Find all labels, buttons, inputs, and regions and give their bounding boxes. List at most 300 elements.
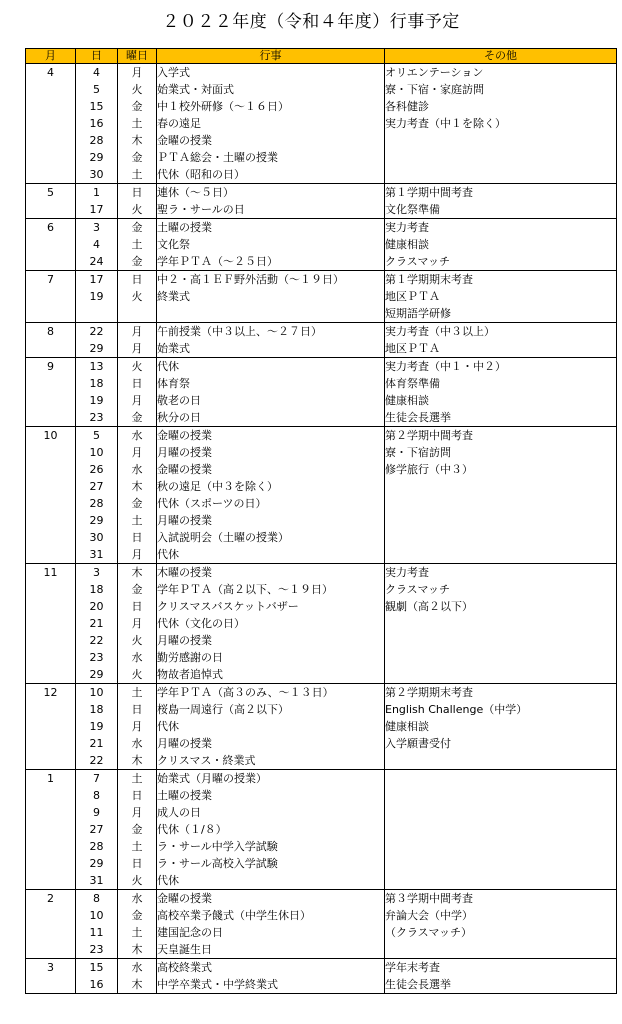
day-cell: 27: [76, 821, 118, 838]
other-cell: 体育祭準備: [385, 375, 617, 392]
other-cell: 第２学期期末考査: [385, 684, 617, 702]
other-cell: [385, 649, 617, 666]
event-cell: 春の遠足: [157, 115, 385, 132]
other-cell: 文化祭準備: [385, 201, 617, 219]
other-cell: 実力考査（中３以上）: [385, 323, 617, 341]
event-cell: 桜島一周遠行（高２以下）: [157, 701, 385, 718]
month-cell: [26, 581, 76, 598]
day-cell: 26: [76, 461, 118, 478]
weekday-cell: 水: [118, 890, 157, 908]
day-cell: 22: [76, 632, 118, 649]
day-cell: 16: [76, 115, 118, 132]
day-cell: 23: [76, 941, 118, 959]
weekday-cell: 土: [118, 838, 157, 855]
other-cell: 実力考査: [385, 564, 617, 582]
month-cell: [26, 649, 76, 666]
month-cell: [26, 253, 76, 271]
table-row: [26, 701, 617, 718]
other-cell: 学年末考査: [385, 959, 617, 977]
weekday-cell: 木: [118, 478, 157, 495]
month-cell: [26, 132, 76, 149]
table-row: [26, 976, 617, 994]
day-cell: 29: [76, 340, 118, 358]
day-cell: 20: [76, 598, 118, 615]
day-cell: 16: [76, 976, 118, 994]
other-cell: [385, 632, 617, 649]
event-cell: 体育祭: [157, 375, 385, 392]
other-cell: （クラスマッチ）: [385, 924, 617, 941]
day-cell: 10: [76, 444, 118, 461]
weekday-cell: 水: [118, 649, 157, 666]
weekday-cell: 日: [118, 701, 157, 718]
day-cell: 28: [76, 132, 118, 149]
event-cell: 入試説明会（土曜の授業）: [157, 529, 385, 546]
weekday-cell: 月: [118, 546, 157, 564]
weekday-cell: 金: [118, 253, 157, 271]
table-row: [26, 64, 617, 82]
table-row: [26, 546, 617, 564]
event-cell: 午前授業（中３以上、～２７日）: [157, 323, 385, 341]
table-row: [26, 512, 617, 529]
table-row: [26, 718, 617, 735]
event-cell: 天皇誕生日: [157, 941, 385, 959]
day-cell: 10: [76, 684, 118, 702]
event-cell: 代休（１/８）: [157, 821, 385, 838]
weekday-cell: 金: [118, 495, 157, 512]
header-month: 月: [26, 49, 76, 64]
month-cell: 3: [26, 959, 76, 977]
header-event: 行事: [157, 49, 385, 64]
other-cell: オリエンテーション: [385, 64, 617, 82]
month-cell: [26, 512, 76, 529]
event-cell: 文化祭: [157, 236, 385, 253]
table-row: [26, 201, 617, 219]
day-cell: 17: [76, 201, 118, 219]
day-cell: 13: [76, 358, 118, 376]
month-cell: 11: [26, 564, 76, 582]
event-cell: 金曜の授業: [157, 427, 385, 445]
month-cell: [26, 907, 76, 924]
event-cell: 始業式（月曜の授業）: [157, 770, 385, 788]
day-cell: 15: [76, 98, 118, 115]
other-cell: [385, 770, 617, 788]
event-cell: 物故者追悼式: [157, 666, 385, 684]
weekday-cell: 木: [118, 132, 157, 149]
weekday-cell: 火: [118, 201, 157, 219]
day-cell: 5: [76, 427, 118, 445]
month-cell: [26, 632, 76, 649]
event-cell: 金曜の授業: [157, 890, 385, 908]
table-row: [26, 115, 617, 132]
month-cell: 9: [26, 358, 76, 376]
weekday-cell: 水: [118, 959, 157, 977]
event-cell: 入学式: [157, 64, 385, 82]
day-cell: [76, 305, 118, 323]
day-cell: 29: [76, 855, 118, 872]
event-cell: 高校終業式: [157, 959, 385, 977]
other-cell: 第２学期中間考査: [385, 427, 617, 445]
other-cell: 健康相談: [385, 236, 617, 253]
table-row: [26, 752, 617, 770]
day-cell: 15: [76, 959, 118, 977]
month-cell: [26, 478, 76, 495]
month-cell: [26, 201, 76, 219]
other-cell: 健康相談: [385, 392, 617, 409]
month-cell: [26, 701, 76, 718]
day-cell: 18: [76, 581, 118, 598]
other-cell: [385, 149, 617, 166]
table-row: [26, 340, 617, 358]
weekday-cell: 土: [118, 512, 157, 529]
other-cell: クラスマッチ: [385, 253, 617, 271]
table-row: [26, 632, 617, 649]
table-row: [26, 838, 617, 855]
month-cell: [26, 752, 76, 770]
day-cell: 21: [76, 615, 118, 632]
event-cell: 中学卒業式・中学終業式: [157, 976, 385, 994]
other-cell: 寮・下宿・家庭訪問: [385, 81, 617, 98]
month-cell: [26, 598, 76, 615]
weekday-cell: 月: [118, 64, 157, 82]
table-row: [26, 236, 617, 253]
event-cell: 始業式: [157, 340, 385, 358]
other-cell: 地区ＰＴＡ: [385, 340, 617, 358]
other-cell: [385, 821, 617, 838]
other-cell: 第１学期中間考査: [385, 184, 617, 202]
other-cell: クラスマッチ: [385, 581, 617, 598]
other-cell: [385, 838, 617, 855]
event-cell: クリスマス・終業式: [157, 752, 385, 770]
month-cell: 7: [26, 271, 76, 289]
other-cell: [385, 804, 617, 821]
weekday-cell: 日: [118, 375, 157, 392]
other-cell: 弁論大会（中学）: [385, 907, 617, 924]
month-cell: 8: [26, 323, 76, 341]
other-cell: [385, 166, 617, 184]
table-row: [26, 409, 617, 427]
event-cell: 代休（昭和の日）: [157, 166, 385, 184]
other-cell: 生徒会長選挙: [385, 976, 617, 994]
day-cell: 19: [76, 392, 118, 409]
table-row: [26, 907, 617, 924]
month-cell: [26, 838, 76, 855]
day-cell: 11: [76, 924, 118, 941]
weekday-cell: 金: [118, 409, 157, 427]
event-cell: 木曜の授業: [157, 564, 385, 582]
weekday-cell: 木: [118, 976, 157, 994]
table-row: [26, 581, 617, 598]
weekday-cell: 月: [118, 323, 157, 341]
day-cell: 22: [76, 323, 118, 341]
table-row: [26, 564, 617, 582]
weekday-cell: 水: [118, 427, 157, 445]
weekday-cell: 土: [118, 166, 157, 184]
event-cell: 金曜の授業: [157, 132, 385, 149]
day-cell: 3: [76, 219, 118, 237]
event-cell: 土曜の授業: [157, 787, 385, 804]
day-cell: 24: [76, 253, 118, 271]
event-cell: 勤労感謝の日: [157, 649, 385, 666]
table-row: [26, 375, 617, 392]
event-cell: 学年ＰＴＡ（高２以下、～１９日）: [157, 581, 385, 598]
event-cell: 月曜の授業: [157, 512, 385, 529]
weekday-cell: 土: [118, 236, 157, 253]
event-cell: 中１校外研修（～１６日）: [157, 98, 385, 115]
weekday-cell: 土: [118, 684, 157, 702]
event-cell: 中２・高１ＥＦ野外活動（～１９日）: [157, 271, 385, 289]
other-cell: [385, 787, 617, 804]
day-cell: 23: [76, 409, 118, 427]
other-cell: 入学願書受付: [385, 735, 617, 752]
table-row: [26, 598, 617, 615]
event-cell: 成人の日: [157, 804, 385, 821]
event-cell: 学年ＰＴＡ（高３のみ、～１３日）: [157, 684, 385, 702]
other-cell: [385, 855, 617, 872]
table-row: [26, 184, 617, 202]
weekday-cell: 金: [118, 149, 157, 166]
table-row: [26, 615, 617, 632]
month-cell: [26, 529, 76, 546]
table-row: [26, 478, 617, 495]
other-cell: [385, 529, 617, 546]
day-cell: 31: [76, 546, 118, 564]
other-cell: [385, 752, 617, 770]
month-cell: 2: [26, 890, 76, 908]
other-cell: 寮・下宿訪問: [385, 444, 617, 461]
weekday-cell: 金: [118, 821, 157, 838]
month-cell: [26, 804, 76, 821]
event-cell: 代休: [157, 358, 385, 376]
day-cell: 29: [76, 512, 118, 529]
month-cell: [26, 461, 76, 478]
day-cell: 29: [76, 666, 118, 684]
day-cell: 28: [76, 495, 118, 512]
day-cell: 29: [76, 149, 118, 166]
weekday-cell: 土: [118, 770, 157, 788]
day-cell: 22: [76, 752, 118, 770]
month-cell: 10: [26, 427, 76, 445]
weekday-cell: 月: [118, 718, 157, 735]
other-cell: 第３学期中間考査: [385, 890, 617, 908]
weekday-cell: 金: [118, 219, 157, 237]
day-cell: 4: [76, 64, 118, 82]
other-cell: [385, 495, 617, 512]
table-row: [26, 392, 617, 409]
table-row: [26, 872, 617, 890]
other-cell: 修学旅行（中３）: [385, 461, 617, 478]
table-row: [26, 288, 617, 305]
month-cell: [26, 855, 76, 872]
day-cell: 19: [76, 288, 118, 305]
weekday-cell: 月: [118, 804, 157, 821]
weekday-cell: 日: [118, 855, 157, 872]
day-cell: 3: [76, 564, 118, 582]
weekday-cell: 火: [118, 81, 157, 98]
weekday-cell: 土: [118, 115, 157, 132]
month-cell: [26, 81, 76, 98]
month-cell: [26, 340, 76, 358]
weekday-cell: 木: [118, 752, 157, 770]
table-row: [26, 323, 617, 341]
event-cell: 敬老の日: [157, 392, 385, 409]
other-cell: 第１学期期末考査: [385, 271, 617, 289]
day-cell: 1: [76, 184, 118, 202]
day-cell: 27: [76, 478, 118, 495]
event-cell: [157, 305, 385, 323]
event-cell: ＰＴＡ総会・土曜の授業: [157, 149, 385, 166]
other-cell: [385, 941, 617, 959]
table-row: [26, 804, 617, 821]
other-cell: 生徒会長選挙: [385, 409, 617, 427]
table-row: [26, 666, 617, 684]
day-cell: 30: [76, 166, 118, 184]
table-row: [26, 81, 617, 98]
event-cell: 代休（文化の日）: [157, 615, 385, 632]
weekday-cell: 日: [118, 271, 157, 289]
month-cell: [26, 718, 76, 735]
other-cell: [385, 872, 617, 890]
day-cell: 21: [76, 735, 118, 752]
table-row: [26, 821, 617, 838]
event-cell: 始業式・対面式: [157, 81, 385, 98]
month-cell: [26, 495, 76, 512]
month-cell: 1: [26, 770, 76, 788]
weekday-cell: 火: [118, 666, 157, 684]
header-day: 日: [76, 49, 118, 64]
header-other: その他: [385, 49, 617, 64]
event-cell: 代休: [157, 872, 385, 890]
table-row: [26, 855, 617, 872]
other-cell: [385, 615, 617, 632]
event-cell: 代休（スポーツの日）: [157, 495, 385, 512]
weekday-cell: 金: [118, 98, 157, 115]
schedule-body: [26, 64, 617, 994]
month-cell: [26, 546, 76, 564]
table-row: [26, 305, 617, 323]
event-cell: クリスマスバスケットバザー: [157, 598, 385, 615]
table-row: [26, 98, 617, 115]
month-cell: 12: [26, 684, 76, 702]
event-cell: 聖ラ・サールの日: [157, 201, 385, 219]
weekday-cell: 火: [118, 288, 157, 305]
other-cell: 実力考査（中１・中２）: [385, 358, 617, 376]
event-cell: 学年ＰＴＡ（～２５日）: [157, 253, 385, 271]
table-row: [26, 427, 617, 445]
table-header-row: [26, 49, 617, 64]
day-cell: 4: [76, 236, 118, 253]
table-row: [26, 219, 617, 237]
table-row: [26, 529, 617, 546]
table-row: [26, 941, 617, 959]
other-cell: 地区ＰＴＡ: [385, 288, 617, 305]
weekday-cell: 月: [118, 340, 157, 358]
weekday-cell: 金: [118, 581, 157, 598]
weekday-cell: [118, 305, 157, 323]
event-cell: 建国記念の日: [157, 924, 385, 941]
event-cell: 連休（～５日）: [157, 184, 385, 202]
event-cell: 月曜の授業: [157, 444, 385, 461]
weekday-cell: 日: [118, 598, 157, 615]
other-cell: 実力考査: [385, 219, 617, 237]
month-cell: [26, 149, 76, 166]
weekday-cell: 木: [118, 941, 157, 959]
weekday-cell: 火: [118, 632, 157, 649]
schedule-table: [25, 48, 617, 994]
weekday-cell: 水: [118, 461, 157, 478]
event-cell: ラ・サール中学入学試験: [157, 838, 385, 855]
table-row: [26, 735, 617, 752]
event-cell: 秋の遠足（中３を除く）: [157, 478, 385, 495]
day-cell: 9: [76, 804, 118, 821]
weekday-cell: 土: [118, 924, 157, 941]
weekday-cell: 月: [118, 392, 157, 409]
other-cell: 短期語学研修: [385, 305, 617, 323]
page-title: ２０２２年度（令和４年度）行事予定: [162, 12, 460, 32]
month-cell: [26, 305, 76, 323]
weekday-cell: 火: [118, 358, 157, 376]
day-cell: 10: [76, 907, 118, 924]
month-cell: [26, 787, 76, 804]
other-cell: English Challenge（中学）: [385, 701, 617, 718]
weekday-cell: 火: [118, 872, 157, 890]
month-cell: 5: [26, 184, 76, 202]
other-cell: 観劇（高２以下）: [385, 598, 617, 615]
table-row: [26, 253, 617, 271]
table-row: [26, 132, 617, 149]
month-cell: [26, 375, 76, 392]
month-cell: 6: [26, 219, 76, 237]
event-cell: 高校卒業予餞式（中学生休日）: [157, 907, 385, 924]
day-cell: 19: [76, 718, 118, 735]
month-cell: [26, 236, 76, 253]
month-cell: [26, 735, 76, 752]
day-cell: 7: [76, 770, 118, 788]
event-cell: 土曜の授業: [157, 219, 385, 237]
table-row: [26, 461, 617, 478]
day-cell: 8: [76, 890, 118, 908]
month-cell: 4: [26, 64, 76, 82]
other-cell: 健康相談: [385, 718, 617, 735]
other-cell: [385, 478, 617, 495]
table-row: [26, 770, 617, 788]
day-cell: 18: [76, 701, 118, 718]
month-cell: [26, 166, 76, 184]
event-cell: 終業式: [157, 288, 385, 305]
table-row: [26, 684, 617, 702]
table-row: [26, 495, 617, 512]
day-cell: 30: [76, 529, 118, 546]
day-cell: 31: [76, 872, 118, 890]
table-row: [26, 787, 617, 804]
day-cell: 18: [76, 375, 118, 392]
month-cell: [26, 924, 76, 941]
day-cell: 23: [76, 649, 118, 666]
event-cell: 秋分の日: [157, 409, 385, 427]
weekday-cell: 金: [118, 907, 157, 924]
table-row: [26, 890, 617, 908]
day-cell: 17: [76, 271, 118, 289]
table-row: [26, 924, 617, 941]
weekday-cell: 日: [118, 184, 157, 202]
month-cell: [26, 615, 76, 632]
table-row: [26, 649, 617, 666]
table-row: [26, 149, 617, 166]
month-cell: [26, 409, 76, 427]
table-row: [26, 358, 617, 376]
other-cell: [385, 666, 617, 684]
header-dow: 曜日: [118, 49, 157, 64]
weekday-cell: 月: [118, 444, 157, 461]
